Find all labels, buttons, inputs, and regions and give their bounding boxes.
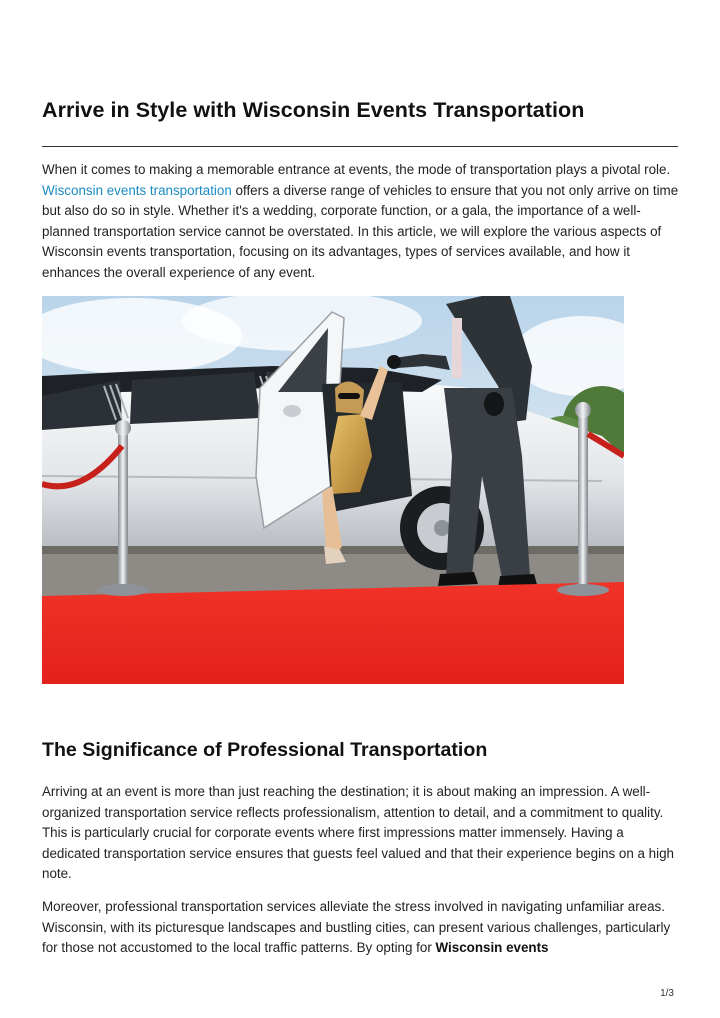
page-number: 1/3 [660, 988, 674, 999]
wisconsin-events-transportation-link[interactable]: Wisconsin events transportation [42, 182, 232, 198]
section-paragraph-1: Arriving at an event is more than just reaching the destination; it is about making an impression. A well-organized transportation service reflects professionalism, attention to detail, and a commitment to quality. This is particularly crucial for corporate events where first impressions matter immensely. Having a dedicated transportation service ensures that guests feel valued and that their experience begins on a high note. [42, 784, 675, 882]
section-heading: The Significance of Professional Transportation [42, 739, 488, 761]
section-paragraph-2 [42, 897, 682, 959]
intro-paragraph [42, 160, 682, 284]
title-divider [42, 146, 678, 147]
limousine-red-carpet-photo [42, 296, 624, 684]
section-paragraph-2-bold: Wisconsin events [435, 940, 549, 956]
page-title: Arrive in Style with Wisconsin Events Transportation [42, 98, 585, 122]
intro-text-end: offers a diverse range of vehicles to ensure that you not only arrive on time but also do so in style. Whether it's a wedding, corporate function, or a gala, the importance of a well-planned transportation service cannot be overstated. In this article, we will explore the various aspects of Wisconsin events transportation, focusing on its advantages, types of services available, and how it enhances the overall experience of any event. [42, 182, 679, 280]
intro-text-start: When it comes to making a memorable entrance at events, the mode of transportation plays a pivotal role. [42, 162, 671, 177]
section-paragraph-2-text: Moreover, professional transportation services alleviate the stress involved in navigating unfamiliar areas. Wisconsin, with its picturesque landscapes and bustling cities, can present various challenges, particularly for those not accustomed to the local traffic patterns. By opting for [42, 899, 671, 956]
